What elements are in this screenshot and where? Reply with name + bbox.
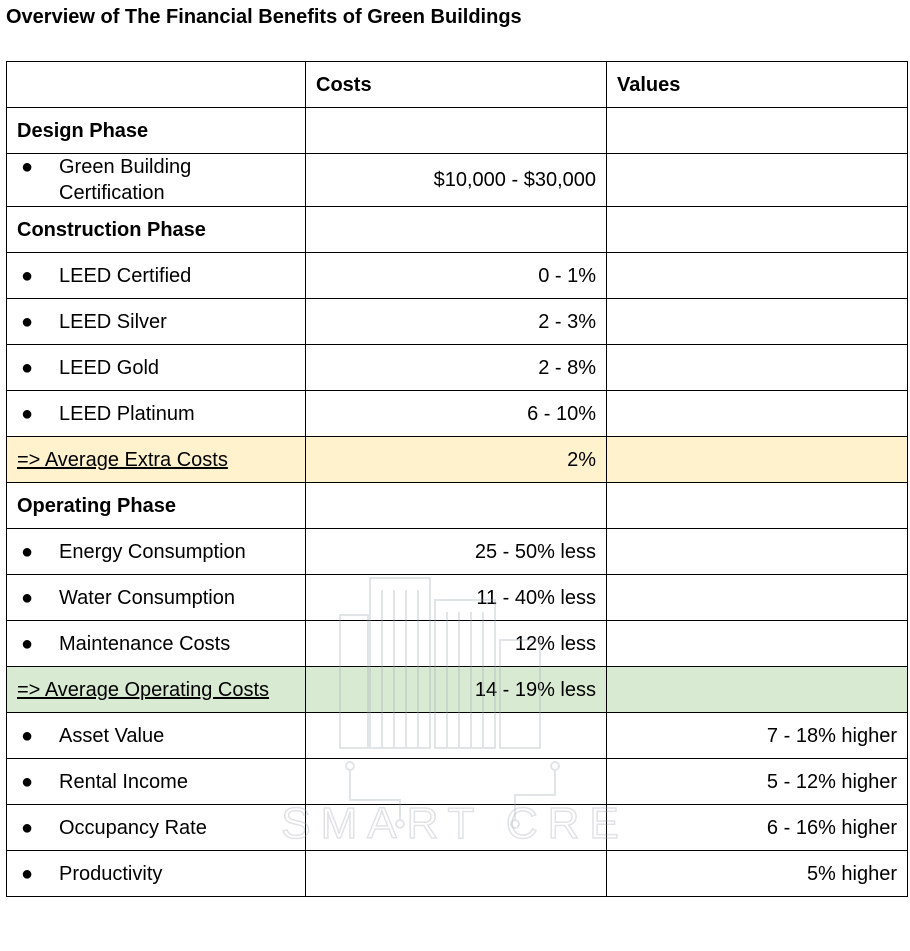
summary-row-average-extra-costs [7, 437, 908, 483]
cost-cell: 11 - 40% less [306, 575, 607, 621]
item-label-cell [7, 713, 306, 759]
header-cell-blank [7, 62, 306, 108]
summary-label: => Average Extra Costs [17, 448, 228, 471]
item-label-cell [7, 621, 306, 667]
value-cell: 6 - 16% higher [607, 805, 908, 851]
item-label: Occupancy Rate [59, 816, 207, 839]
bullet-icon: ● [21, 156, 34, 178]
cost-cell: 25 - 50% less [306, 529, 607, 575]
item-label: LEED Certified [59, 264, 192, 287]
cost-cell: $10,000 - $30,000 [306, 154, 607, 207]
item-row-leed-silver [7, 299, 908, 345]
item-row-asset-value [7, 713, 908, 759]
item-label-cell [7, 253, 306, 299]
document-title: Overview of The Financial Benefits of Green Buildings [6, 6, 522, 28]
item-label-cell [7, 759, 306, 805]
item-label: Productivity [59, 862, 163, 885]
item-label: LEED Gold [59, 356, 160, 379]
item-label-cell [7, 805, 306, 851]
bullet-icon: ● [21, 586, 34, 609]
value-cell: 5 - 12% higher [607, 759, 908, 805]
bullet-icon: ● [21, 264, 34, 287]
summary-label-cell [7, 437, 306, 483]
item-row-green-building-certification [7, 154, 908, 207]
cost-cell [306, 108, 607, 154]
value-cell: 7 - 18% higher [607, 713, 908, 759]
bullet-icon: ● [21, 310, 34, 333]
item-row-energy-consumption [7, 529, 908, 575]
item-label: LEED Silver [59, 310, 167, 333]
value-cell [607, 575, 908, 621]
bullet-icon: ● [21, 632, 34, 655]
bullet-icon: ● [21, 540, 34, 563]
section-row-operating-phase [7, 483, 908, 529]
value-cell [607, 253, 908, 299]
watermark-text: SMART CRE [281, 799, 629, 848]
value-cell [607, 667, 908, 713]
item-row-water-consumption [7, 575, 908, 621]
cost-cell: 2% [306, 437, 607, 483]
section-label: Operating Phase [7, 483, 306, 529]
cost-cell: 2 - 8% [306, 345, 607, 391]
value-cell [607, 621, 908, 667]
item-label: Water Consumption [59, 586, 235, 609]
value-cell [607, 108, 908, 154]
item-row-maintenance-costs [7, 621, 908, 667]
item-row-leed-gold [7, 345, 908, 391]
item-label-cell [7, 529, 306, 575]
bullet-icon: ● [21, 402, 34, 425]
table-header-row [7, 62, 908, 108]
cost-cell: 14 - 19% less [306, 667, 607, 713]
item-label: Maintenance Costs [59, 632, 231, 655]
summary-row-average-operating-costs [7, 667, 908, 713]
item-label: Asset Value [59, 724, 165, 747]
section-row-design-phase [7, 108, 908, 154]
cost-cell: 0 - 1% [306, 253, 607, 299]
header-cell-values: Values [607, 62, 908, 108]
value-cell [607, 391, 908, 437]
item-label: Rental Income [59, 770, 188, 793]
bullet-icon: ● [21, 724, 34, 747]
item-label-cell [7, 851, 306, 897]
section-label: Construction Phase [7, 207, 306, 253]
cost-cell [306, 713, 607, 759]
value-cell [607, 529, 908, 575]
bullet-icon: ● [21, 862, 34, 885]
value-cell [607, 345, 908, 391]
value-cell [607, 483, 908, 529]
financial-benefits-table [6, 61, 908, 897]
header-cell-costs: Costs [306, 62, 607, 108]
item-label-cell [7, 575, 306, 621]
item-row-productivity [7, 851, 908, 897]
item-row-occupancy-rate [7, 805, 908, 851]
cost-cell [306, 851, 607, 897]
cost-cell: 2 - 3% [306, 299, 607, 345]
value-cell: 5% higher [607, 851, 908, 897]
item-label: Energy Consumption [59, 540, 246, 563]
summary-label-cell [7, 667, 306, 713]
cost-cell [306, 805, 607, 851]
cost-cell [306, 759, 607, 805]
bullet-icon: ● [21, 770, 34, 793]
item-label: Green Building Certification [59, 156, 192, 204]
cost-cell: 6 - 10% [306, 391, 607, 437]
section-label: Design Phase [7, 108, 306, 154]
item-label: LEED Platinum [59, 402, 195, 425]
item-label-cell [7, 345, 306, 391]
cost-cell [306, 483, 607, 529]
bullet-icon: ● [21, 356, 34, 379]
item-row-leed-certified [7, 253, 908, 299]
item-label-cell [7, 391, 306, 437]
value-cell [607, 437, 908, 483]
item-row-rental-income [7, 759, 908, 805]
value-cell [607, 299, 908, 345]
value-cell [607, 154, 908, 207]
cost-cell [306, 207, 607, 253]
item-row-leed-platinum [7, 391, 908, 437]
value-cell [607, 207, 908, 253]
bullet-icon: ● [21, 816, 34, 839]
section-row-construction-phase [7, 207, 908, 253]
item-label-cell [7, 154, 306, 207]
summary-label: => Average Operating Costs [17, 678, 270, 701]
item-label-cell [7, 299, 306, 345]
cost-cell: 12% less [306, 621, 607, 667]
